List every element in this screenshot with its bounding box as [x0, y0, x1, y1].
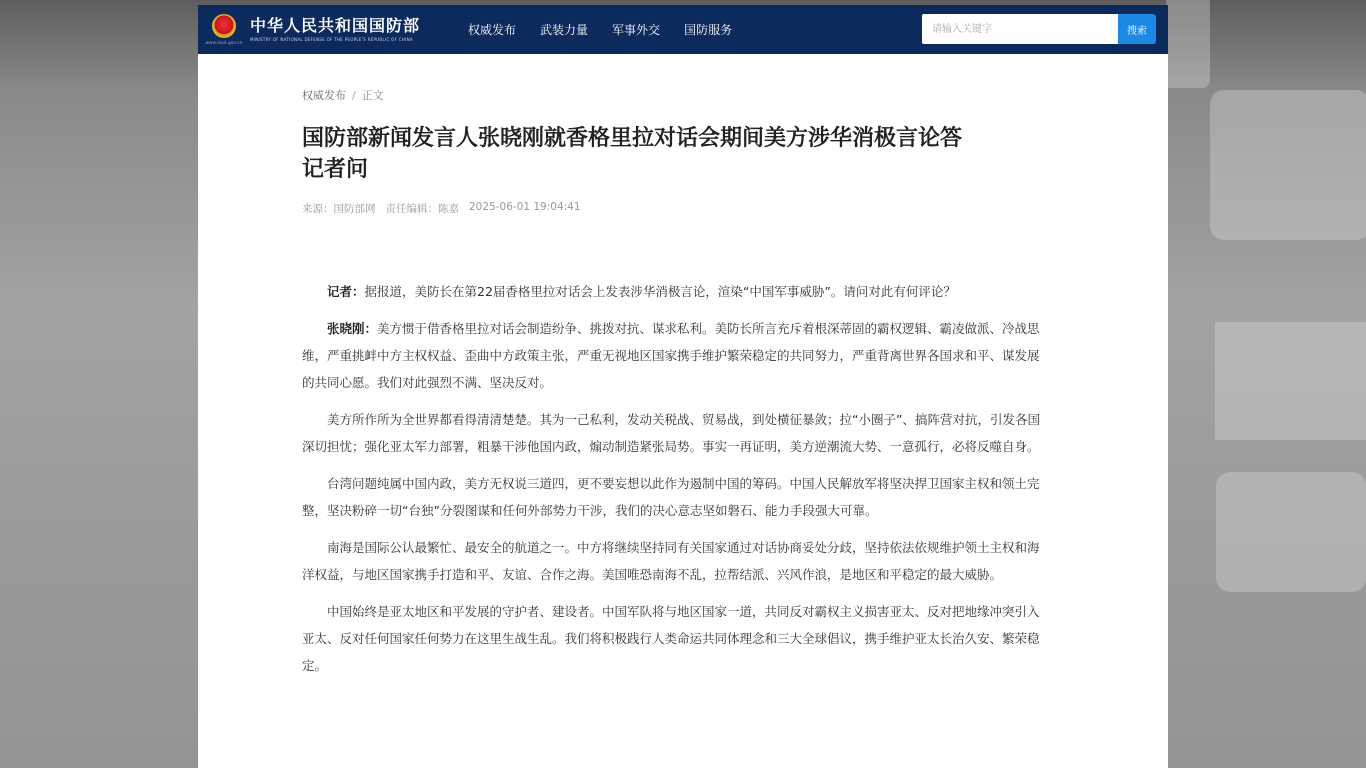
search-input[interactable] [922, 14, 1118, 44]
site-name-cn: 中华人民共和国国防部 [250, 16, 421, 35]
main-nav [456, 21, 744, 38]
article-paragraph [302, 470, 1047, 524]
background-decoration [1166, 0, 1210, 88]
article-container [198, 87, 1168, 679]
background-decoration [1215, 322, 1366, 440]
nav-item-defense-services[interactable]: 国防服务 [684, 23, 733, 37]
article-editor: 责任编辑：陈嘉 [385, 203, 459, 215]
browser-page [198, 5, 1168, 768]
article-paragraph [302, 598, 1047, 679]
emblem-icon [212, 14, 236, 38]
nav-item-authoritative-release[interactable]: 权威发布 [468, 23, 517, 37]
paragraph-text: 台湾问题纯属中国内政，美方无权说三道四，更不要妄想以此作为遏制中国的筹码。中国人民解放军将坚决捍卫国家主权和领土完整，坚决粉碎一切“台独”分裂图谋和任何外部势力干涉，我们的决心意志坚如磐石、能力手段强大可靠。 [302, 476, 1040, 518]
article-paragraph [302, 406, 1047, 460]
breadcrumb [302, 87, 1048, 103]
national-emblem-logo[interactable] [205, 9, 243, 51]
paragraph-text: 中国始终是亚太地区和平发展的守护者、建设者。中国军队将与地区国家一道，共同反对霸权主义损害亚太、反对把地缘冲突引入亚太、反对任何国家任何势力在这里生战生乱。我们将积极践行人类命运共同体理念和三大全球倡议，携手维护亚太长治久安、繁荣稳定。 [302, 604, 1040, 673]
search-button[interactable]: 搜索 [1118, 14, 1156, 44]
article-body [302, 278, 1047, 679]
breadcrumb-current: 正文 [361, 89, 384, 102]
article-paragraph [302, 534, 1047, 588]
speaker-label: 记者： [327, 284, 365, 299]
breadcrumb-parent-link[interactable]: 权威发布 [302, 89, 346, 102]
paragraph-text: 南海是国际公认最繁忙、最安全的航道之一。中方将继续坚持同有关国家通过对话协商妥处分歧，坚持依法依规维护领土主权和海洋权益，与地区国家携手打造和平、友谊、合作之海。美国唯恐南海不乱，拉帮结派、兴风作浪，是地区和平稳定的最大威胁。 [302, 540, 1040, 582]
site-brand[interactable] [250, 17, 420, 42]
paragraph-text: 美方所作所为全世界都看得清清楚楚。其为一己私利，发动关税战、贸易战，到处横征暴敛；拉“小圈子”、搞阵营对抗，引发各国深切担忧；强化亚太军力部署，粗暴干涉他国内政，煽动制造紧张局势。事实一再证明，美方逆潮流大势、一意孤行，必将反噬自身。 [302, 412, 1040, 454]
site-name-en: MINISTRY OF NATIONAL DEFENSE OF THE PEOPLE'S REPUBLIC OF CHINA [250, 37, 413, 42]
search-box [922, 14, 1156, 44]
breadcrumb-separator: / [352, 88, 356, 102]
article-meta [302, 201, 1048, 216]
site-header [198, 5, 1168, 54]
speaker-label: 张晓刚： [327, 321, 378, 336]
nav-item-military-diplomacy[interactable]: 军事外交 [612, 23, 661, 37]
article-title: 国防部新闻发言人张晓刚就香格里拉对话会期间美方涉华消极言论答记者问 [302, 126, 963, 182]
background-decoration [1210, 90, 1366, 240]
article-datetime: 2025-06-01 19:04:41 [469, 201, 581, 213]
article-source: 来源：国防部网 [302, 203, 376, 215]
emblem-url-text: www.mod.gov.cn [205, 40, 243, 45]
paragraph-text: 据报道，美防长在第22届香格里拉对话会上发表涉华消极言论，渲染“中国军事威胁”。请问对此有何评论？ [364, 284, 956, 299]
article-paragraph [302, 315, 1047, 396]
article-paragraph [302, 278, 1047, 305]
background-decoration [1216, 472, 1366, 592]
nav-item-armed-forces[interactable]: 武装力量 [540, 23, 589, 37]
paragraph-text: 美方惯于借香格里拉对话会制造纷争、挑拨对抗、谋求私利。美防长所言充斥着根深蒂固的霸权逻辑、霸凌做派、冷战思维，严重挑衅中方主权权益、歪曲中方政策主张，严重无视地区国家携手维护繁荣稳定的共同努力，严重背离世界各国求和平、谋发展的共同心愿。我们对此强烈不满、坚决反对。 [302, 321, 1040, 390]
